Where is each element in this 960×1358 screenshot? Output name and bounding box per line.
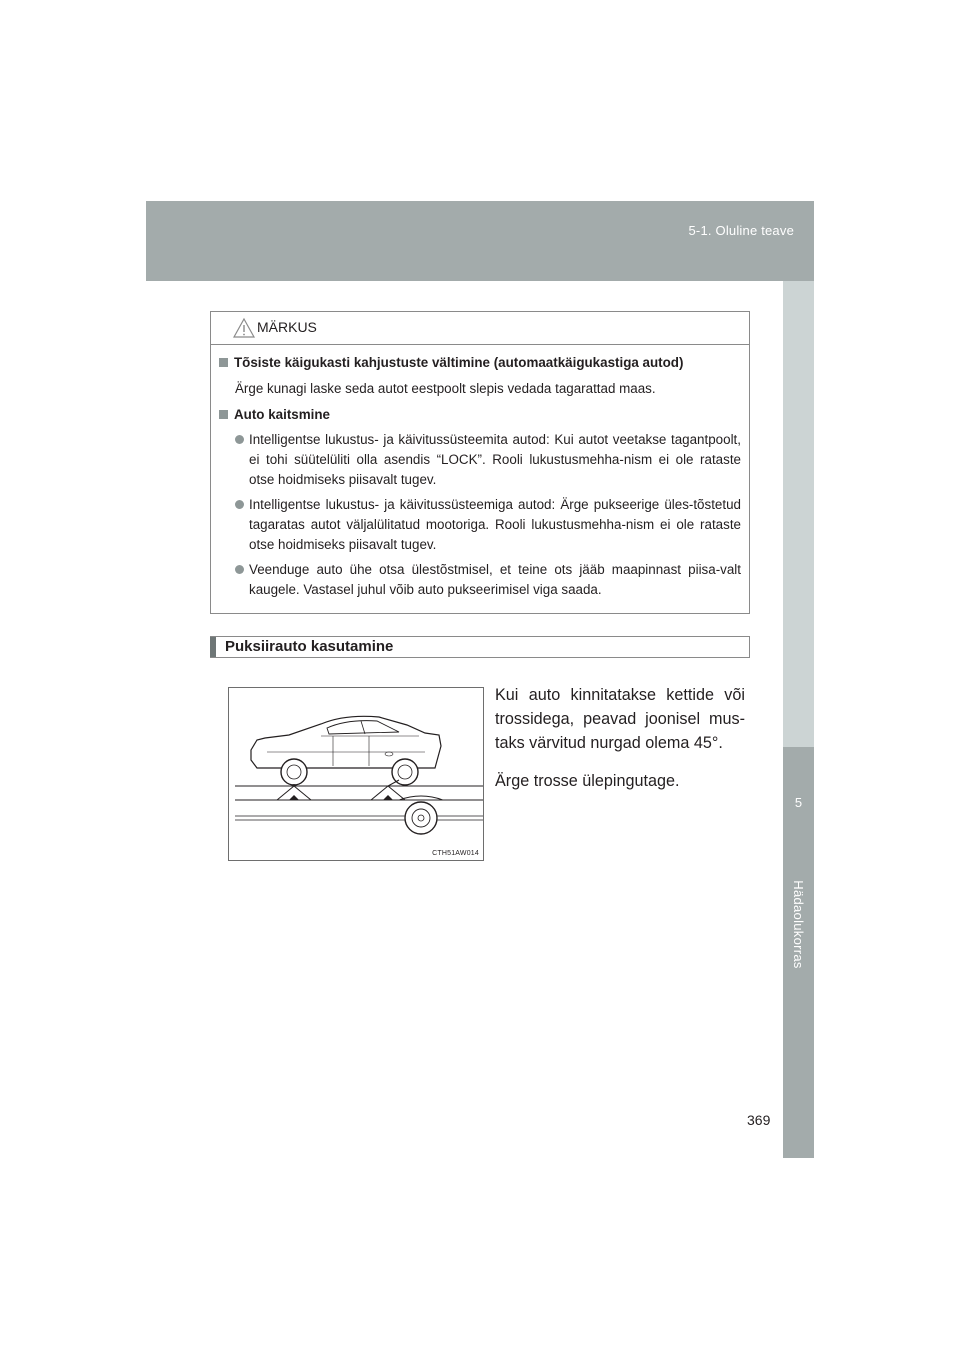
- notice-title: MÄRKUS: [257, 319, 317, 335]
- car-on-flatbed-drawing: [229, 688, 483, 860]
- section-heading-bar: [210, 636, 750, 658]
- section-accent: [210, 637, 216, 657]
- notice-bullet: [219, 430, 741, 490]
- tow-truck-illustration: [228, 687, 484, 861]
- caption-paragraph: Kui auto kinnitatakse kettide või trossidega, peavad joonisel mus-taks värvitud nurgad olema 45°.: [495, 686, 745, 752]
- notice-heading: [219, 353, 741, 373]
- square-bullet-icon: [219, 410, 228, 419]
- chapter-number: 5: [794, 795, 803, 810]
- notice-bullet: [219, 495, 741, 555]
- round-bullet-icon: [235, 565, 244, 574]
- warning-triangle-icon: [233, 317, 255, 339]
- section-title: 5-1. Oluline teave: [688, 223, 794, 238]
- notice-heading: [219, 405, 741, 425]
- bullet-text: Intelligentse lukustus- ja käivitussüsteemiga autod: Ärge pukseerige üles-tõstetud tagaratas autot väljalülitatud mootoriga. Rooli lukustusmehha-nism ei ole rataste otse hoidmiseks piisavalt tugev.: [249, 497, 741, 552]
- heading-text: Tõsiste käigukasti kahjustuste vältimine (automaatkäigukastiga autod): [234, 355, 684, 370]
- notice-body: [211, 345, 749, 600]
- notice-box: [210, 311, 750, 614]
- notice-bullet: [219, 560, 741, 600]
- chapter-tab: [783, 747, 814, 1158]
- section-heading: Puksiirauto kasutamine: [225, 638, 394, 655]
- chapter-title: Hädaolukorras: [791, 880, 806, 969]
- round-bullet-icon: [235, 500, 244, 509]
- bullet-text: Veenduge auto ühe otsa ülestõstmisel, et teine ots jääb maapinnast piisa-valt kaugele. Vastasel juhul võib auto pukseerimisel viga saada.: [249, 562, 741, 597]
- header-band: [146, 201, 814, 281]
- round-bullet-icon: [235, 435, 244, 444]
- bullet-text: Intelligentse lukustus- ja käivitussüsteemita autod: Kui autot veetakse tagantpoolt, ei tohi süütelüliti olla asendis “LOCK”. Rooli lukustusmehha-nism ei ole rataste otse hoidmiseks piisavalt tugev.: [249, 432, 741, 487]
- figure-code: CTH51AW014: [432, 850, 479, 857]
- figure-caption-text: [495, 683, 745, 793]
- notice-paragraph: Ärge kunagi laske seda autot eestpoolt slepis vedada tagarattad maas.: [235, 381, 656, 396]
- notice-header: [211, 312, 749, 345]
- page-number: 369: [747, 1112, 771, 1128]
- heading-text: Auto kaitsmine: [234, 407, 330, 422]
- caption-paragraph: Ärge trosse ülepingutage.: [495, 772, 680, 790]
- square-bullet-icon: [219, 358, 228, 367]
